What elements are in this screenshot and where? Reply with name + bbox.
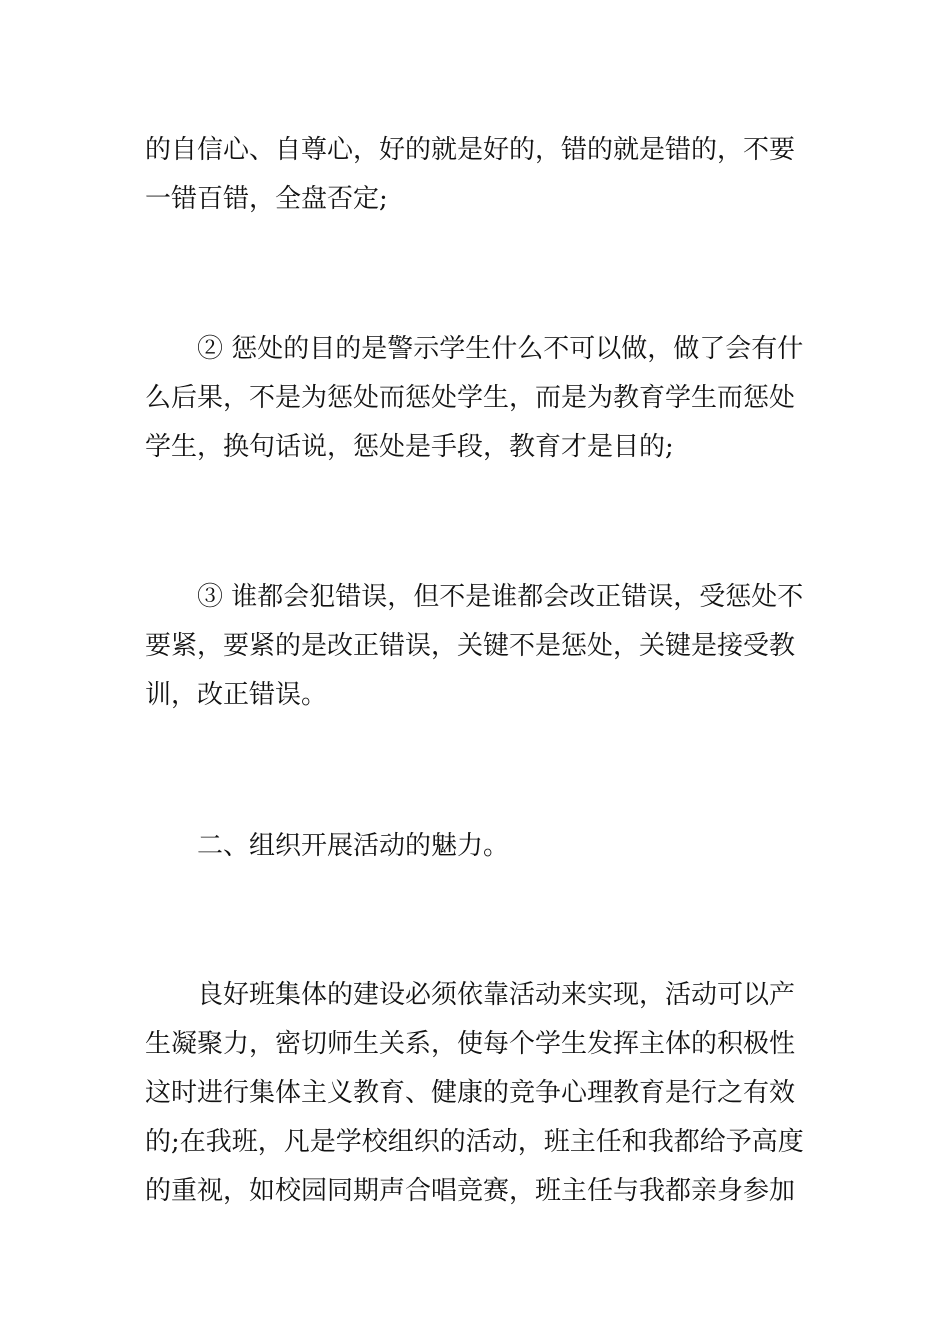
text-line: 良好班集体的建设必须依靠活动来实现，活动可以产 <box>145 980 796 1010</box>
text-line: ② 惩处的目的是警示学生什么不可以做，做了会有什 <box>145 334 804 364</box>
text-line: 么后果，不是为惩处而惩处学生，而是为教育学生而惩处 <box>145 383 796 413</box>
paragraph-continuation <box>145 126 807 224</box>
text-line: 的重视，如校园同期声合唱竞赛，班主任与我都亲身参加 <box>145 1176 796 1206</box>
text-line: 二、组织开展活动的魅力。 <box>145 831 510 861</box>
text-line: 学生，换句话说，惩处是手段，教育才是目的; <box>145 432 674 462</box>
paragraph-point-2 <box>145 325 807 472</box>
text-line: 训，改正错误。 <box>145 680 328 710</box>
text-line: 的自信心、自尊心，好的就是好的，错的就是错的，不要 <box>145 135 796 165</box>
text-line: 这时进行集体主义教育、健康的竞争心理教育是行之有效 <box>145 1078 796 1108</box>
text-line: 要紧，要紧的是改正错误，关键不是惩处，关键是接受教 <box>145 631 796 661</box>
section-heading <box>145 822 807 871</box>
text-line: ③ 谁都会犯错误，但不是谁都会改正错误，受惩处不 <box>145 582 804 612</box>
text-line: 的;在我班，凡是学校组织的活动，班主任和我都给予高度 <box>145 1127 804 1157</box>
text-line: 一错百错，全盘否定; <box>145 184 388 214</box>
text-line: 生凝聚力，密切师生关系，使每个学生发挥主体的积极性 <box>145 1029 796 1059</box>
paragraph-activities <box>145 971 807 1216</box>
paragraph-point-3 <box>145 573 807 720</box>
